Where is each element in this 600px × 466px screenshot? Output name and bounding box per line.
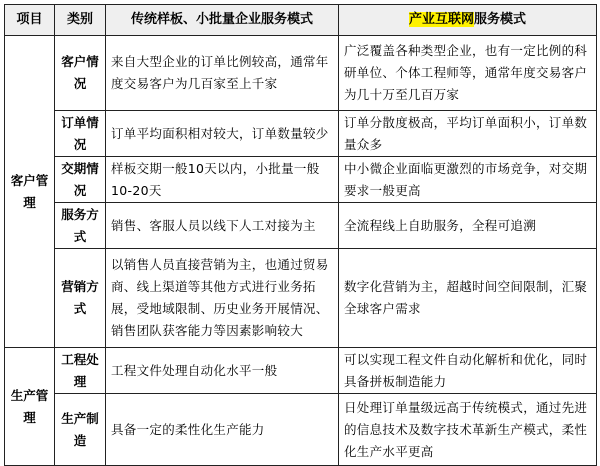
header-internet-model (339, 5, 597, 36)
comparison-table (4, 4, 597, 466)
internet-cell: 全流程线上自助服务，全程可追溯 (339, 203, 597, 249)
category-cell: 客户情况 (55, 36, 106, 111)
table-row (5, 203, 597, 249)
traditional-cell: 以销售人员直接营销为主，也通过贸易商、线上渠道等其他方式进行业务拓展，受地域限制、历史业务开展情况、销售团队获客能力等因素影响较大 (106, 249, 339, 348)
header-rest-text: 服务模式 (474, 12, 527, 27)
table-row (5, 36, 597, 111)
header-project: 项目 (5, 5, 55, 36)
table-row (5, 249, 597, 348)
category-cell: 工程处理 (55, 348, 106, 394)
internet-cell: 可以实现工程文件自动化解析和优化，同时具备拼板制造能力 (339, 348, 597, 394)
traditional-cell: 样板交期一般10天以内，小批量一般10-20天 (106, 157, 339, 203)
group-production-management: 生产管理 (5, 348, 55, 466)
group-customer-management: 客户管理 (5, 36, 55, 348)
category-cell: 交期情况 (55, 157, 106, 203)
traditional-cell: 订单平均面积相对较大，订单数量较少 (106, 111, 339, 157)
category-cell: 订单情况 (55, 111, 106, 157)
internet-cell: 数字化营销为主，超越时间空间限制，汇聚全球客户需求 (339, 249, 597, 348)
internet-cell: 订单分散度极高，平均订单面积小，订单数量众多 (339, 111, 597, 157)
category-cell: 生产制造 (55, 394, 106, 466)
traditional-cell: 销售、客服人员以线下人工对接为主 (106, 203, 339, 249)
table-row (5, 111, 597, 157)
category-cell: 营销方式 (55, 249, 106, 348)
table-row (5, 394, 597, 466)
header-highlight-text: 产业互联网 (408, 12, 474, 27)
traditional-cell: 工程文件处理自动化水平一般 (106, 348, 339, 394)
internet-cell: 日处理订单量级远高于传统模式，通过先进的信息技术及数字技术革新生产模式，柔性化生产水平更高 (339, 394, 597, 466)
category-cell: 服务方式 (55, 203, 106, 249)
traditional-cell: 来自大型企业的订单比例较高，通常年度交易客户为几百家至上千家 (106, 36, 339, 111)
header-category: 类别 (55, 5, 106, 36)
internet-cell: 广泛覆盖各种类型企业，也有一定比例的科研单位、个体工程师等，通常年度交易客户为几十万至几百万家 (339, 36, 597, 111)
internet-cell: 中小微企业面临更激烈的市场竞争，对交期要求一般更高 (339, 157, 597, 203)
header-traditional-model: 传统样板、小批量企业服务模式 (106, 5, 339, 36)
table-row (5, 157, 597, 203)
header-row (5, 5, 597, 36)
traditional-cell: 具备一定的柔性化生产能力 (106, 394, 339, 466)
table-row (5, 348, 597, 394)
